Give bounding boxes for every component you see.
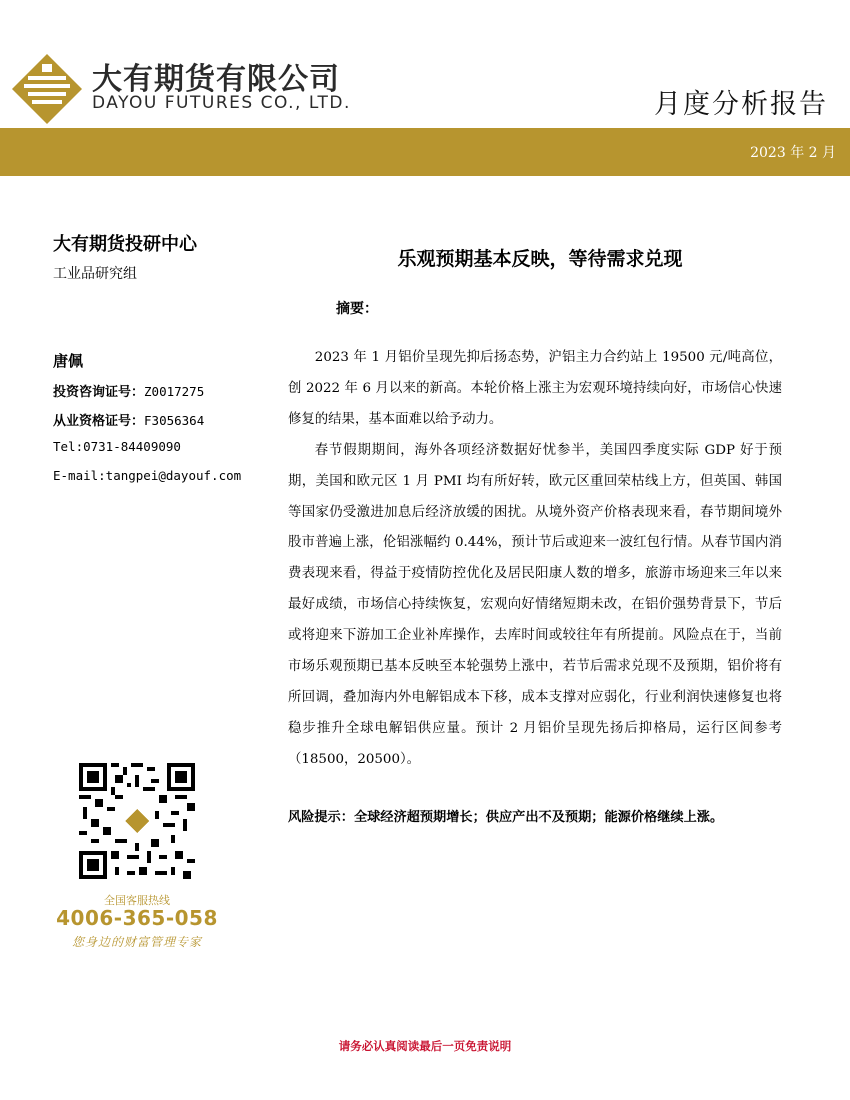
practice-cert-label: 从业资格证号： bbox=[53, 414, 145, 429]
tel bbox=[53, 439, 273, 455]
disclaimer: 请务必认真阅读最后一页免责说明 bbox=[338, 1039, 512, 1053]
hotline-number: 4006-365-058 bbox=[56, 906, 218, 930]
abstract-paragraph: 春节假期期间，海外各项经济数据好忧参半，美国四季度实际 GDP 好于预期，美国和欧元区 1 月 PMI 均有所好转，欧元区重回荣枯线上方，但英国、韩国等国家仍受激进加息后经济放缓的困扰。从境外资产价格表现来看，春节期间境外股市普遍上涨，伦铝涨幅约 0.44%，预计节后或迎来一波红包行情。从春节国内消费表现来看，得益于疫情防控优化及居民阳康人数的增多，旅游市场迎来三年以来最好成绩，市场信心持续恢复，宏观向好情绪短期未改，在铝价强势背景下，节后或将迎来下游加工企业补库操作，去库时间或较往年有所提前。风险点在于，当前市场乐观预期已基本反映至本轮强势上涨中，若节后需求兑现不及预期，铝价将有所回调，叠加海内外电解铝成本下移，成本支撑对应弱化，行业利润快速修复也将稳步推升全球电解铝供应量。预计 2 月铝价呈现先扬后抑格局，运行区间参考（18500，20500）。 bbox=[288, 442, 782, 767]
research-center: 大有期货投研中心 bbox=[53, 234, 197, 255]
abstract-paragraph: 2023 年 1 月铝价呈现先抑后扬态势，沪铝主力合约站上 19500 元/吨高位，创 2022 年 6 月以来的新高。本轮价格上涨主为宏观环境持续向好，市场信心快速修复的结果，基本面难以给予动力。 bbox=[288, 350, 782, 427]
invest-cert-value: Z0017275 bbox=[144, 384, 205, 399]
risk-label: 风险提示： bbox=[288, 810, 354, 825]
dayou-logo-icon bbox=[12, 54, 82, 124]
risk-text: 全球经济超预期增长；供应产出不及预期；能源价格继续上涨。 bbox=[353, 810, 724, 825]
report-type: 月度分析报告 bbox=[654, 89, 828, 120]
practice-cert bbox=[53, 410, 273, 429]
header-band bbox=[0, 128, 850, 176]
practice-cert-value: F3056364 bbox=[144, 413, 205, 428]
hotline-label: 全国客服热线 bbox=[104, 894, 170, 907]
abstract-body bbox=[288, 343, 782, 776]
email bbox=[53, 468, 273, 484]
author-name: 唐佩 bbox=[53, 352, 84, 370]
invest-cert bbox=[53, 381, 273, 400]
abstract-label: 摘要： bbox=[336, 301, 378, 317]
report-date: 2023 年 2 月 bbox=[750, 145, 836, 161]
slogan: 您身边的财富管理专家 bbox=[71, 935, 202, 949]
research-group: 工业品研究组 bbox=[53, 266, 137, 282]
risk-warning bbox=[288, 806, 788, 825]
email-text[interactable]: E-mail:tangpei@dayouf.com bbox=[53, 468, 242, 483]
invest-cert-label: 投资咨询证号： bbox=[53, 385, 145, 400]
company-name-cn: 大有期货有限公司 bbox=[92, 62, 340, 97]
tel-text: Tel:0731-84409090 bbox=[53, 439, 181, 454]
qr-code-icon bbox=[79, 763, 195, 879]
company-name-en: DAYOU FUTURES CO., LTD. bbox=[92, 93, 351, 113]
report-title: 乐观预期基本反映，等待需求兑现 bbox=[397, 248, 683, 270]
